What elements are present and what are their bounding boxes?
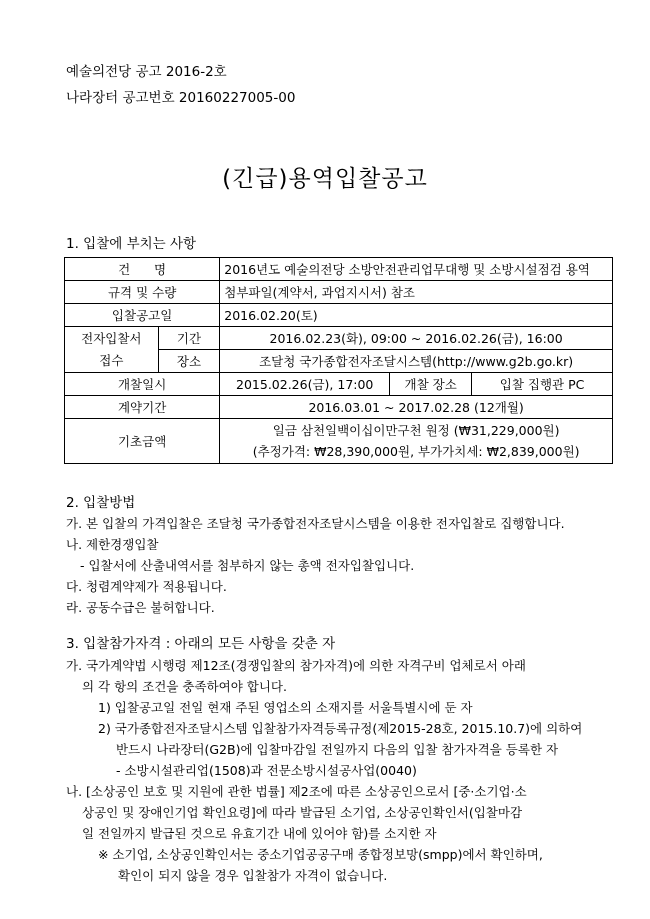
- place-label: 장소: [158, 350, 220, 373]
- section2-item-na: 나. 제한경쟁입찰: [66, 537, 159, 552]
- section3-item-1: 1) 입찰공고일 전일 현재 주된 영업소의 소재지를 서울특별시에 둔 자: [98, 700, 473, 715]
- section2-item-na-sub: - 입찰서에 산출내역서를 첨부하지 않는 총액 전자입찰입니다.: [80, 558, 415, 573]
- page-title: (긴급)용역입찰공고: [222, 166, 428, 192]
- base-price-line2: (추정가격: ₩28,390,000원, 부가가치세: ₩2,839,000원): [252, 444, 580, 459]
- name-value: 2016년도 예술의전당 소방안전관리업무대행 및 소방시설점검 용역: [220, 258, 613, 281]
- base-price-line1: 일금 삼천일백이십이만구천 원정 (₩31,229,000원): [272, 423, 560, 438]
- section3-heading: 3. 입찰참가자격 : 아래의 모든 사항을 갖춘 자: [66, 636, 336, 652]
- e-bid-label-line1: 전자입찰서: [81, 330, 142, 346]
- section3-item-ga: 가. 국가계약법 시행령 제12조(경쟁입찰의 참가자격)에 의한 자격구비 업체로서 아래: [66, 658, 526, 673]
- contract-label: 계약기간: [65, 396, 220, 419]
- section3-item-2-sub: - 소방시설관리업(1508)과 전문소방시설공사업(0040): [116, 763, 417, 778]
- section3-note: ※ 소기업, 소상공인확인서는 중소기업공공구매 종합정보망(smpp)에서 확인하며,: [98, 847, 543, 862]
- section1-heading: 1. 입찰에 부치는 사항: [66, 236, 197, 252]
- opening-value: 2015.02.26(금), 17:00: [220, 373, 390, 396]
- bid-info-table: [64, 257, 613, 464]
- section2-item-da: 다. 청렴계약제가 적용됩니다.: [66, 579, 227, 594]
- section3-item-2-cont: 반드시 나라장터(G2B)에 입찰마감일 전일까지 다음의 입찰 참가자격을 등록한 자: [116, 742, 559, 757]
- opening-label: 개찰일시: [65, 373, 220, 396]
- section3-item-ga-cont: 의 각 항의 조건을 충족하여야 합니다.: [82, 679, 287, 694]
- section3-item-na-cont2: 일 전일까지 발급된 것으로 유효기간 내에 있어야 함)를 소지한 자: [82, 826, 437, 841]
- section3-item-na-cont1: 상공인 및 장애인기업 확인요령]에 따라 발급된 소기업, 소상공인확인서(입찰마감: [82, 805, 523, 820]
- notice-date-value: 2016.02.20(토): [220, 304, 613, 327]
- section2-item-ga: 가. 본 입찰의 가격입찰은 조달청 국가종합전자조달시스템을 이용한 전자입찰로 집행합니다.: [66, 516, 565, 531]
- section3-note-cont: 확인이 되지 않을 경우 입찰참가 자격이 없습니다.: [118, 868, 388, 883]
- place-value: 조달청 국가종합전자조달시스템(http://www.g2b.go.kr): [220, 350, 613, 373]
- period-label: 기간: [158, 327, 220, 350]
- section2-item-ra: 라. 공동수급은 불허합니다.: [66, 600, 215, 615]
- opening-place-label: 개찰 장소: [390, 373, 472, 396]
- notice-number: 예술의전당 공고 2016-2호: [66, 64, 227, 80]
- notice-date-label: 입찰공고일: [65, 304, 220, 327]
- opening-place-value: 입찰 집행관 PC: [472, 373, 613, 396]
- e-bid-label-line2: 접수: [99, 352, 124, 368]
- g2b-notice-number: 나라장터 공고번호 20160227005-00: [66, 90, 296, 106]
- section3-item-2: 2) 국가종합전자조달시스템 입찰참가자격등록규정(제2015-28호, 2015.10.7)에 의하여: [98, 721, 583, 736]
- base-price-label: 기초금액: [65, 419, 220, 464]
- period-value: 2016.02.23(화), 09:00 ~ 2016.02.26(금), 16:00: [220, 327, 613, 350]
- contract-value: 2016.03.01 ~ 2017.02.28 (12개월): [220, 396, 613, 419]
- spec-value: 첨부파일(계약서, 과업지시서) 참조: [220, 281, 613, 304]
- e-bid-label: [65, 327, 159, 373]
- base-price-value: [220, 419, 613, 464]
- section2-heading: 2. 입찰방법: [66, 495, 136, 511]
- name-label: 건 명: [65, 258, 220, 281]
- spec-label: 규격 및 수량: [65, 281, 220, 304]
- section3-item-na: 나. [소상공인 보호 및 지원에 관한 법률] 제2조에 따른 소상공인으로서 [중·소기업·소: [66, 784, 527, 799]
